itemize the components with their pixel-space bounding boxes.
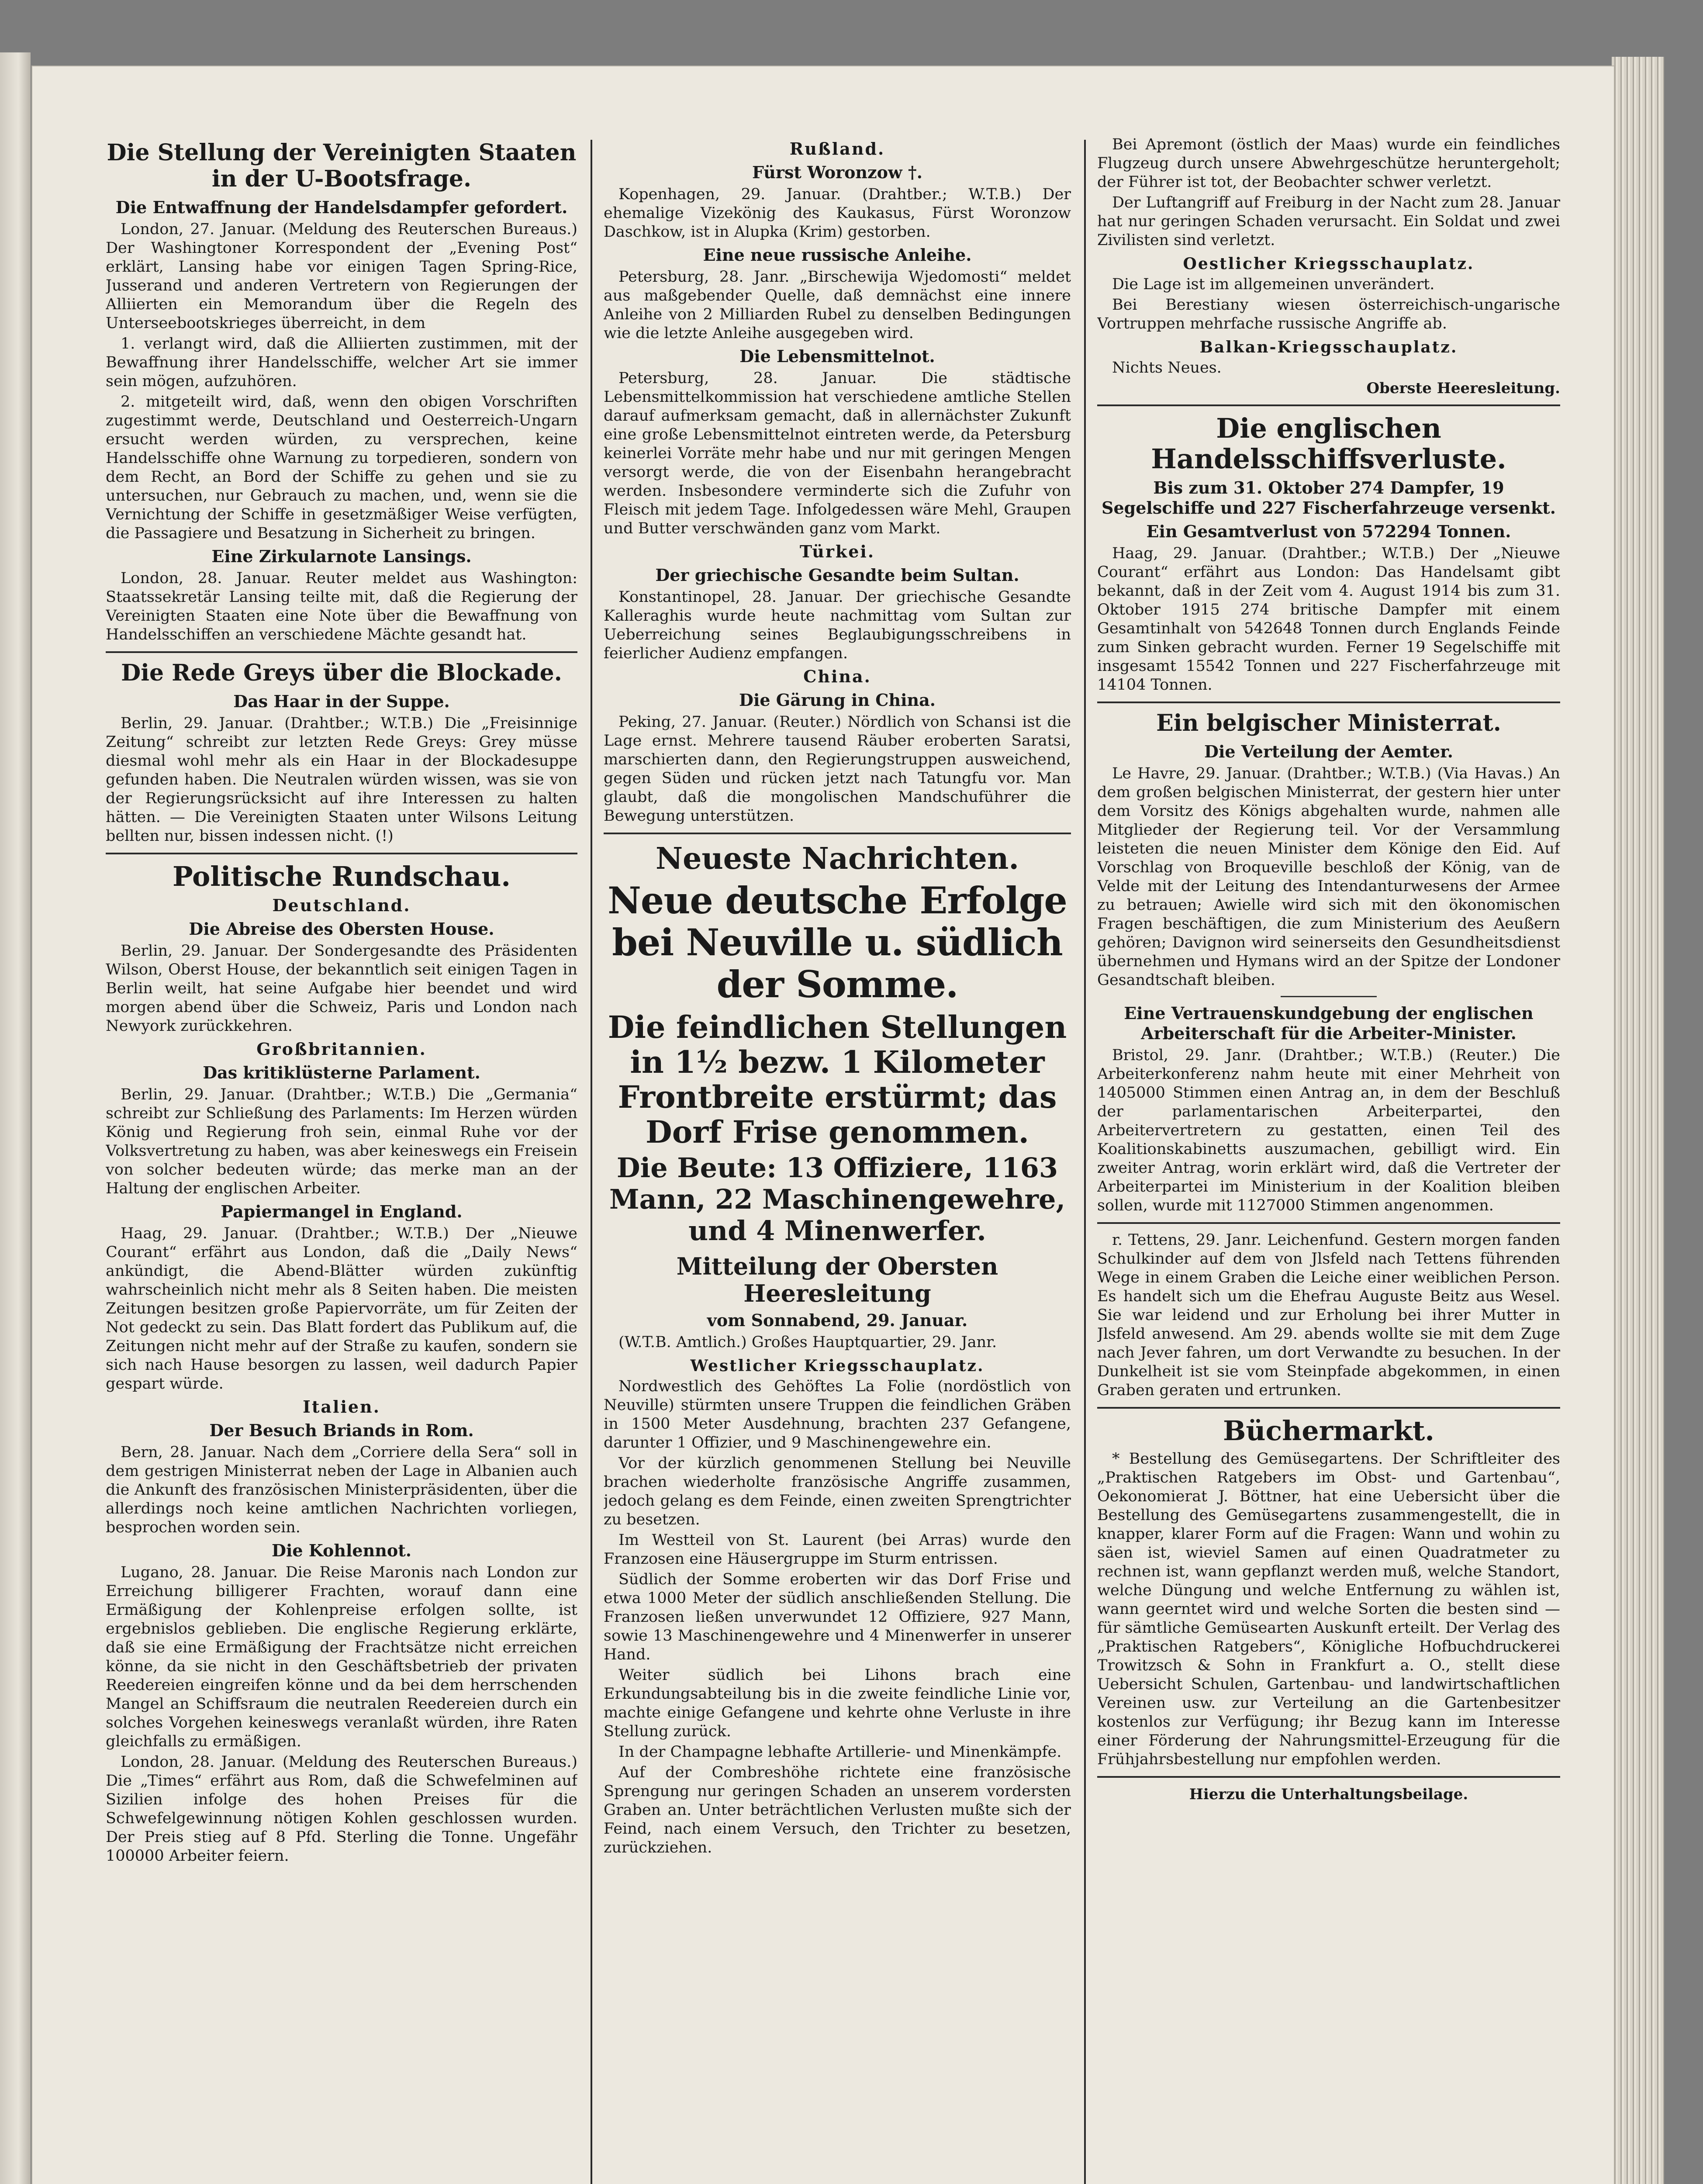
column-1 [106,135,577,2184]
subheadline: vom Sonnabend, 29. Januar. [707,1310,968,1330]
headline-shipping-losses: Die englischen Handelsschiffsverluste. [1151,412,1506,475]
subheadline: Das Haar in der Suppe. [233,691,450,711]
subheadline: Fürst Woronzow †. [752,162,923,182]
headline-positions-stormed: Die feindlichen Stellungen in 1½ bezw. 1 Kilometer Frontbreite erstürmt; das Dorf Frise genommen. [608,1009,1067,1150]
section-rule [106,853,577,854]
subheadline: Die Kohlennot. [272,1541,411,1560]
subheadline: Eine Zirkularnote Lansings. [211,546,472,566]
section-rule [1097,404,1560,406]
article-paragraph: Bristol, 29. Janr. (Drahtber.; W.T.B.) (Reuter.) Die Arbeiterkonferenz nahm heute mit einer Mehrheit von 1405000 Stimmen einen Antrag an, in dem der Beschluß der parlamentarischen Arbeiterpartei, den Arbeitervertretern zu gestatten, einen Teil des Koalitionskabinetts auszumachen, gebilligt wird. Ein zweiter Antrag, worin erklärt wird, daß die Vertreter der Arbeiterpartei im Ministerium in der Koalition bleiben sollen, wurde mit 1127000 Stimmen angenommen. [1097,1047,1560,1214]
article-paragraph: Bei Berestiany wiesen österreichisch-ungarische Vortruppen mehrfache russische Angriffe ab. [1097,296,1560,332]
article-paragraph: Kopenhagen, 29. Januar. (Drahtber.; W.T.B.) Der ehemalige Vizekönig des Kaukasus, Fürst Woronzow Daschkow, ist in Alupka (Krim) gestorben. [604,186,1071,241]
country-heading: Deutschland. [272,895,411,915]
article-paragraph: Auf der Combreshöhe richtete eine französische Sprengung nur geringen Schaden an unserem vordersten Graben an. Unter beträchtlichen Verlusten mußte sich der Feind, nach einem Versuch, den Trichter zu besetzen, zurückziehen. [604,1764,1071,1856]
front-heading: Westlicher Kriegsschauplatz. [690,1357,984,1375]
section-rule [1097,1776,1560,1778]
front-heading: Oestlicher Kriegsschauplatz. [1183,255,1475,273]
section-rule [1097,702,1560,703]
section-title-books: Büchermarkt. [1223,1415,1435,1447]
section-title-politics: Politische Rundschau. [173,860,511,892]
subheadline: Die Verteilung der Aemter. [1204,742,1453,761]
subheadline: Die Entwaffnung der Handelsdampfer gefordert. [115,197,568,217]
section-rule [1097,1407,1560,1409]
column-2 [604,135,1071,2184]
left-page-edge [0,52,31,2184]
article-paragraph: Südlich der Somme eroberten wir das Dorf Frise und etwa 1000 Meter der südlich anschließenden Stellung. Die Franzosen ließen unverwundet 12 Offiziere, 927 Mann, sowie 13 Maschinengewehre und 4 Minenwerfer in unserer Hand. [604,1571,1071,1663]
article-paragraph: Im Westteil von St. Laurent (bei Arras) wurde den Franzosen eine Häusergruppe im Sturm entrissen. [604,1531,1071,1568]
subheadline: Die Gärung in China. [739,690,936,710]
article-paragraph: Der Luftangriff auf Freiburg in der Nacht zum 28. Januar hat nur geringen Schaden verursacht. Ein Soldat und zwei Zivilisten sind verletzt. [1097,194,1560,249]
section-rule [106,651,577,653]
headline-grey-speech: Die Rede Greys über die Blockade. [121,660,562,686]
column-3 [1097,135,1560,2184]
article-paragraph: Petersburg, 28. Janr. „Birschewija Wjedomosti“ meldet aus maßgebender Quelle, daß demnächst eine innere Anleihe von 2 Milliarden Rubel zu denselben Bedingungen wie die letzte Anleihe ausgegeben wird. [604,268,1071,342]
article-paragraph: Nichts Neues. [1112,359,1222,377]
article-paragraph: London, 28. Januar. (Meldung des Reuterschen Bureaus.) Die „Times“ erfährt aus Rom, daß die Schwefelminen auf Sizilien infolge des hohen Preises für die Schwefelgewinnung nötigen Kohlen geschlossen wurden. Der Preis stieg auf 8 Pfd. Sterling die Tonne. Ungefähr 100000 Arbeiter feiern. [106,1753,577,1865]
separator [1281,996,1377,997]
column-rule [1084,140,1086,2184]
book-page-edges [1612,57,1664,2184]
article-paragraph: Berlin, 29. Januar. (Drahtber.; W.T.B.) Die „Freisinnige Zeitung“ schreibt zur letzten Rede Greys: Grey müsse diesmal wohl mehr als ein Haar in der Blockadesuppe gefunden haben. Die Neutralen würden wissen, was sie von der Regierungsrücksicht auf ihre Interessen zu halten hätten. — Die Vereinigten Staaten unter Wilsons Leitung bellten nur, bissen indessen nicht. (!) [106,715,577,845]
section-rule [604,833,1071,834]
subheadline: Der Besuch Briands in Rom. [209,1420,474,1440]
article-paragraph: Berlin, 29. Januar. Der Sondergesandte des Präsidenten Wilson, Oberst House, der bekanntlich seit einigen Tagen in Berlin weilt, hat seine Aufgabe hier beendet und wird morgen abend über die Schweiz, Paris und London nach Newyork zurückkehren. [106,942,577,1035]
subheadline: Ein Gesamtverlust von 572294 Tonnen. [1146,522,1511,541]
article-paragraph: r. Tettens, 29. Janr. Leichenfund. Gestern morgen fanden Schulkinder auf dem von Jlsfeld nach Tettens führenden Wege in einem Graben die Leiche einer weiblichen Person. Es handelt sich um die Ehefrau Auguste Beitz aus Wesel. Sie war leidend und zur Erholung bei ihrer Mutter in Jlsfeld anwesend. Am 29. abends wollte sie mit dem Zuge nach Jever fahren, um dort Verwandte zu besuchen. In der Dunkelheit ist sie vom Steinpfade abgekommen, in einen Graben geraten und ertrunken. [1097,1231,1560,1399]
article-paragraph: Vor der kürzlich genommenen Stellung bei Neuville brachen wiederholte französische Angriffe zusammen, jedoch gelang es dem Feinde, einen zweiten Sprengtrichter zu besetzen. [604,1455,1071,1528]
article-paragraph: Le Havre, 29. Januar. (Drahtber.; W.T.B.) (Via Havas.) An dem großen belgischen Ministerrat, der gestern hier unter dem Vorsitz des Königs abgehalten wurde, nahmen alle Mitglieder der Regierung teil. Vor der Versammlung leisteten die neuen Minister dem Könige den Eid. Auf Vorschlag von Broqueville beschloß der König, van de Velde mit der Leitung des Intendanturwesens der Armee zu betrauen; Awielle wird sich mit den ökonomischen Fragen beschäftigen, die zum Ministerium des Aeußern gehören; Davignon wird seinerseits den Gesundheitsdienst übernehmen und Hymans wird an der Spitze der Londoner Gesandtschaft bleiben. [1097,765,1560,989]
signature: Oberste Heeresleitung. [1366,380,1560,397]
newspaper-page [31,66,1615,2184]
subheadline: Papiermangel in England. [221,1202,463,1221]
article-paragraph: London, 28. Januar. Reuter meldet aus Washington: Staatssekretär Lansing teilte mit, daß die Regierung der Vereinigten Staaten eine Note über die Bewaffnung von Handelsschiffen an verschiedene Mächte gesandt hat. [106,570,577,643]
article-paragraph: (W.T.B. Amtlich.) Großes Hauptquartier, 29. Janr. [618,1334,997,1351]
headline-booty: Die Beute: 13 Offiziere, 1163 Mann, 22 Maschinengewehre, und 4 Minenwerfer. [609,1152,1066,1247]
article-paragraph: * Bestellung des Gemüsegartens. Der Schriftleiter des „Praktischen Ratgebers im Obst- und Gartenbau“, Oekonomierat J. Böttner, hat eine Uebersicht über die Bestellung des Gemüsegartens zusammengestellt, die in knapper, klarer Form auf die Fragen: Wann und wohin zu säen ist, wieviel Samen auf einen Quadratmeter zu rechnen ist, wann gepflanzt werden muß, welche Standort, welche Düngung und welche Entfernung zu wählen ist, wann geerntet wird und welche Sorten die besten sind — für sämtliche Gemüsearten Auskunft erteilt. Der Verlag des „Praktischen Ratgebers“, Königliche Hofbuchdruckerei Trowitzsch & Sohn in Frankfurt a. O., stellt diese Uebersicht Schulen, Gartenbau- und landwirtschaftlichen Vereinen usw. zur Verteilung an die Gartenbesitzer kostenlos zur Verfügung; ihr Bezug kann im Interesse einer Förderung der Nahrungsmittel-Erzeugung für die Frühjahrsbestellung nur empfohlen werden. [1097,1450,1560,1768]
country-heading: Großbritannien. [256,1039,427,1059]
country-heading: Türkei. [799,542,875,561]
subheadline: Die Lebensmittelnot. [739,346,935,366]
article-paragraph: Lugano, 28. Januar. Die Reise Maronis nach London zur Erreichung billigerer Frachten, worauf dann eine Ermäßigung der Kohlenpreise erfolgen sollte, ist ergebnislos geblieben. Die englische Regierung erklärte, daß sie eine Ermäßigung der Frachtsätze nicht erreichen könne, da sie nicht in den Geschäftsbetrieb der privaten Reedereien eingreifen könne und da bei dem herrschenden Mangel an Schiffsraum die neutralen Reedereien durch ein solches Vorgehen keineswegs veranlaßt würden, ihre Raten gleichfalls zu ermäßigen. [106,1564,577,1750]
subheadline: Die Abreise des Obersten House. [189,919,494,939]
article-paragraph: Petersburg, 28. Januar. Die städtische Lebensmittelkommission hat verschiedene amtliche Stellen darauf aufmerksam gemacht, daß in allernächster Zukunft eine große Lebensmittelnot eintreten werde, da Petersburg keinerlei Vorräte mehr habe und nur mit geringen Mengen versorgt werde, die von der Eisenbahn herangebracht werden. Insbesondere verminderte sich die Zufuhr von Fleisch mit jedem Tage. Infolgedessen wäre Mehl, Graupen und Butter verschwänden ganz vom Markt. [604,370,1071,537]
article-paragraph: 2. mitgeteilt wird, daß, wenn den obigen Vorschriften zugestimmt werde, Deutschland und Oesterreich-Ungarn ersucht werden würden, zu versprechen, keine Handelsschiffe ohne Warnung zu torpedieren, sondern von dem Recht, an Bord der Schiffe zu gehen und sie zu untersuchen, nur Gebrauch zu machen, und, wenn sie die Vernichtung der Schiffe in gesetzmäßiger Weise verfügten, die Passagiere und Besatzung in Sicherheit zu bringen. [106,393,577,542]
article-paragraph: Haag, 29. Januar. (Drahtber.; W.T.B.) Der „Nieuwe Courant“ erfährt aus London, daß die „Daily News“ ankündigt, die Abend-Blätter würden zukünftig wahrscheinlich nicht mehr als 8 Seiten haben. Die meisten Zeitungen besitzen große Papiervorräte, um für Zeiten der Not gedeckt zu sein. Das Blatt fordert das Publikum auf, die Zeitungen nicht mehr auf der Straße zu kaufen, sondern sie sich nach Hause besorgen zu lassen, weil dadurch Papier gespart würde. [106,1225,577,1393]
country-heading: Italien. [303,1397,380,1417]
subheadline: Bis zum 31. Oktober 274 Dampfer, 19 Segelschiffe und 227 Fischerfahrzeuge versenkt. [1102,478,1556,518]
column-rule [591,140,592,2184]
article-paragraph: Bern, 28. Januar. Nach dem „Corriere della Sera“ soll in dem gestrigen Ministerrat neben der Lage in Albanien auch die Ankunft des französischen Ministerpräsidenten, über die allerdings noch keine amtlichen Nachrichten vorliegen, besprochen worden sein. [106,1444,577,1536]
country-heading: China. [803,667,871,686]
subheadline: Eine neue russische Anleihe. [703,245,972,265]
article-paragraph: Bei Apremont (östlich der Maas) wurde ein feindliches Flugzeug durch unsere Abwehrgeschütze heruntergeholt; der Führer ist tot, der Beobachter schwer verletzt. [1097,136,1560,191]
article-paragraph: In der Champagne lebhafte Artillerie- und Minenkämpfe. [618,1743,1062,1761]
army-command-notice-title: Mitteilung der Obersten Heeresleitung [676,1252,998,1307]
article-paragraph: 1. verlangt wird, daß die Alliierten zustimmen, mit der Bewaffnung ihrer Handelsschiffe, welcher Art sie immer sein mögen, aufzuhören. [106,335,577,390]
headline-us-position: Die Stellung der Vereinigten Staaten in der U-Bootsfrage. [107,139,577,192]
subheadline: Das kritiklüsterne Parlament. [203,1063,480,1082]
latest-news-title: Neueste Nachrichten. [655,841,1019,876]
article-paragraph: Haag, 29. Januar. (Drahtber.; W.T.B.) Der „Nieuwe Courant“ erfährt aus London: Das Handelsamt gibt bekannt, daß in der Zeit vom 4. August 1914 bis zum 31. Oktober 1915 274 britische Dampfer mit einem Gesamtinhalt von 542648 Tonnen durch Englands Feinde zum Sinken gebracht wurden. Ferner 19 Segelschiffe mit insgesamt 15542 Tonnen und 227 Fischerfahrzeuge mit 14104 Tonnen. [1097,545,1560,694]
country-heading: Rußland. [789,139,885,159]
article-paragraph: Weiter südlich bei Lihons brach eine Erkundungsabteilung bis in die zweite feindliche Linie vor, machte einige Gefangene und kehrte ohne Verluste in ihre Stellung zurück. [604,1666,1071,1740]
subheadline: Eine Vertrauenskundgebung der englischen Arbeiterschaft für die Arbeiter-Minister. [1124,1003,1534,1043]
article-paragraph: Peking, 27. Januar. (Reuter.) Nördlich von Schansi ist die Lage ernst. Mehrere tausend Räuber eroberten Saratsi, marschierten dann, den Regierungstruppen ausweichend, gegen Süden und rücken jetzt nach Tatungfu vor. Man glaubt, daß die mongolischen Mandschuführer die Bewegung unterstützen. [604,713,1071,825]
supplement-note: Hierzu die Unterhaltungsbeilage. [1189,1786,1468,1803]
article-paragraph: Nordwestlich des Gehöftes La Folie (nordöstlich von Neuville) stürmten unsere Truppen die feindlichen Gräben in 1500 Meter Ausdehnung, brachten 237 Gefangene, darunter 1 Offizier, und 9 Maschinengewehre ein. [604,1378,1071,1451]
section-rule [1097,1222,1560,1224]
headline-belgian-council: Ein belgischer Ministerrat. [1156,710,1501,736]
article-paragraph: Die Lage ist im allgemeinen unverändert. [1112,276,1435,293]
subheadline: Der griechische Gesandte beim Sultan. [655,565,1019,585]
headline-new-successes: Neue deutsche Erfolge bei Neuville u. südlich der Somme. [608,879,1067,1006]
article-paragraph: London, 27. Januar. (Meldung des Reuterschen Bureaus.) Der Washingtoner Korrespondent der „Evening Post“ erklärt, Lansing habe vor einigen Tagen Spring-Rice, Jusserand und anderen Vertretern von Regierungen der Alliierten ein Memorandum über die Regeln des Unterseebootskrieges überreicht, in dem [106,221,577,332]
article-paragraph: Berlin, 29. Januar. (Drahtber.; W.T.B.) Die „Germania“ schreibt zur Schließung des Parlaments: Im Herzen würden König und Regierung froh sein, einmal Ruhe vor der Volksvertretung zu haben, was aber keineswegs ein Freisein von solcher bedeuten würde; das merke man an der Haltung der englischen Arbeiter. [106,1086,577,1197]
article-paragraph: Konstantinopel, 28. Januar. Der griechische Gesandte Kalleraghis wurde heute nachmittag vom Sultan zur Ueberreichung seines Beglaubigungsschreibens in feierlicher Audienz empfangen. [604,588,1071,662]
front-heading: Balkan-Kriegsschauplatz. [1199,338,1458,356]
